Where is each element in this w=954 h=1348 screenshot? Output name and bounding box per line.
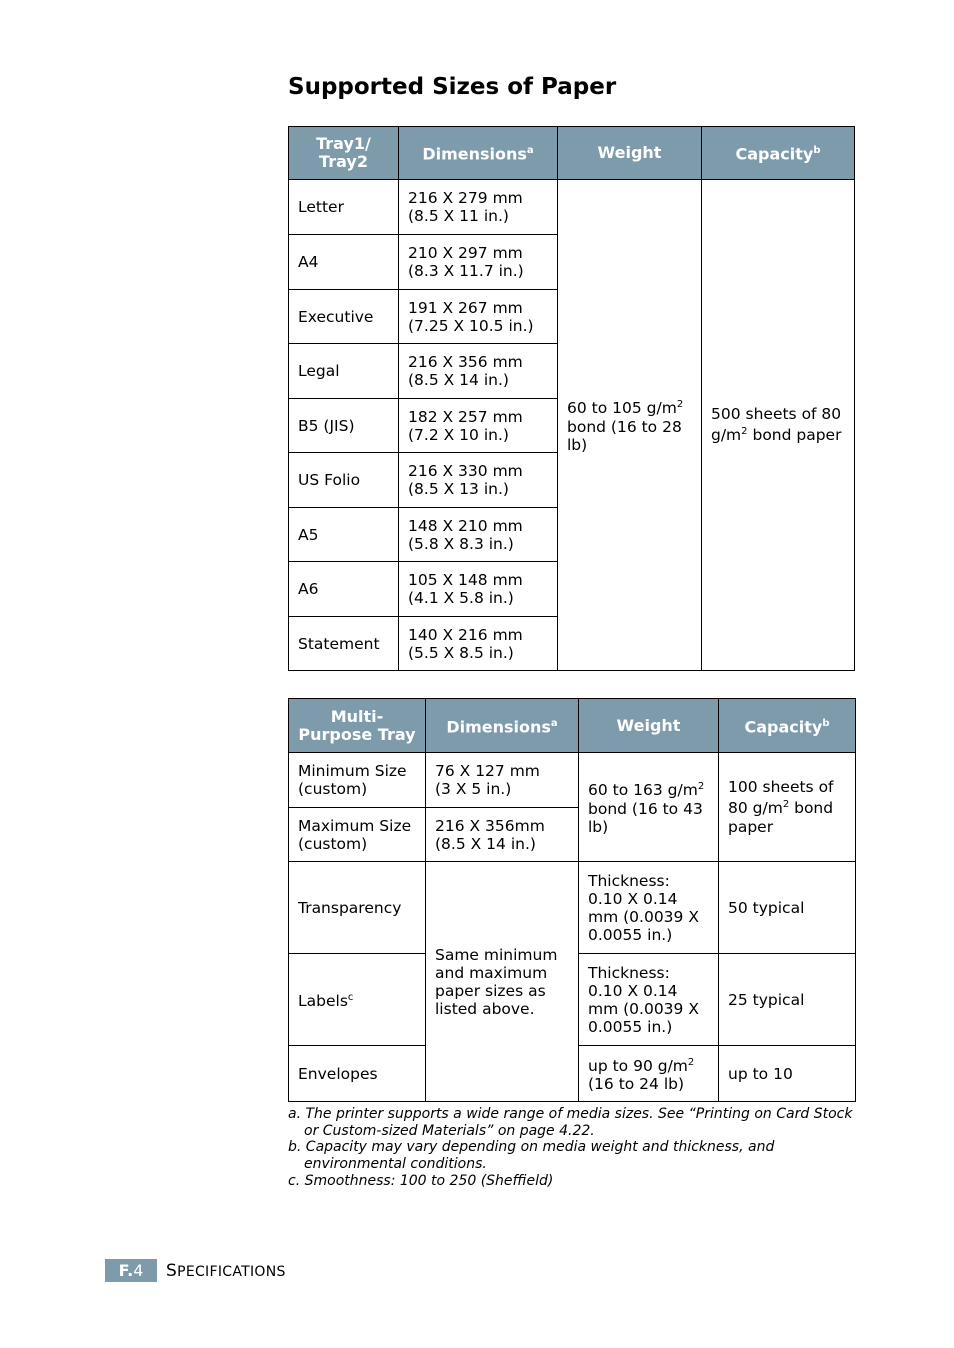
- header-weight: Weight: [579, 699, 719, 753]
- footnote-a: a. The printer supports a wide range of media sizes. See “Printing on Card Stock or Custom-sized Materials” on page 4.22.: [288, 1106, 853, 1139]
- paper-name: Transparency: [289, 862, 426, 954]
- paper-capacity: 50 typical: [719, 862, 856, 954]
- same-dimensions: Same minimum and maximum paper sizes as listed above.: [426, 862, 579, 1102]
- header-weight: Weight: [558, 127, 702, 180]
- table-row: [289, 862, 856, 954]
- table-header-row: [289, 699, 856, 753]
- tray-weight: 60 to 105 $g/m^2$ bond (16 to 28 lb): [558, 180, 702, 671]
- paper-weight: Thickness: 0.10 X 0.14 mm (0.0039 X 0.0055 in.): [579, 862, 719, 954]
- paper-name: Legal: [289, 344, 399, 399]
- paper-name: Envelopes: [289, 1046, 426, 1102]
- page-title: Supported Sizes of Paper: [288, 74, 617, 100]
- paper-dimensions: 76 X 127 mm (3 X 5 in.): [426, 753, 579, 808]
- paper-dimensions: 216 X 279 mm (8.5 X 11 in.): [399, 180, 558, 235]
- paper-dimensions: 216 X 356 mm (8.5 X 14 in.): [399, 344, 558, 399]
- multi-purpose-tray-table: [288, 698, 856, 1102]
- paper-dimensions: 148 X 210 mm (5.8 X 8.3 in.): [399, 508, 558, 562]
- table-row: [289, 753, 856, 808]
- table-row: [289, 180, 855, 235]
- paper-capacity: 25 typical: [719, 954, 856, 1046]
- footnote-c: c. Smoothness: 100 to 250 (Sheffield): [288, 1172, 554, 1189]
- paper-name: Labels$^c$: [289, 954, 426, 1046]
- paper-dimensions: 216 X 356mm (8.5 X 14 in.): [426, 808, 579, 862]
- header-mp-tray: Multi- Purpose Tray: [289, 699, 426, 753]
- paper-name: A4: [289, 235, 399, 290]
- paper-name: A5: [289, 508, 399, 562]
- paper-weight: Thickness: 0.10 X 0.14 mm (0.0039 X 0.0055 in.): [579, 954, 719, 1046]
- paper-dimensions: 105 X 148 mm (4.1 X 5.8 in.): [399, 562, 558, 617]
- header-capacity: Capacity$^b$: [702, 127, 855, 180]
- paper-name: A6: [289, 562, 399, 617]
- paper-dimensions: 216 X 330 mm (8.5 X 13 in.): [399, 453, 558, 508]
- paper-dimensions: 210 X 297 mm (8.3 X 11.7 in.): [399, 235, 558, 290]
- paper-name: Executive: [289, 290, 399, 344]
- size-weight: 60 to 163 $g/m^2$ bond (16 to 43 lb): [579, 753, 719, 862]
- table-header-row: [289, 127, 855, 180]
- paper-dimensions: 182 X 257 mm (7.2 X 10 in.): [399, 399, 558, 453]
- tray-paper-table: [288, 126, 855, 671]
- tray-capacity: 500 sheets of 80 $g/m^2$ bond paper: [702, 180, 855, 671]
- paper-name: Minimum Size (custom): [289, 753, 426, 808]
- header-dimensions: Dimensions$^a$: [399, 127, 558, 180]
- paper-capacity: up to 10: [719, 1046, 856, 1102]
- paper-name: Letter: [289, 180, 399, 235]
- paper-name: Maximum Size (custom): [289, 808, 426, 862]
- size-capacity: 100 sheets of 80 $g/m^2$ bond paper: [719, 753, 856, 862]
- paper-name: Statement: [289, 617, 399, 671]
- paper-name: B5 (JIS): [289, 399, 399, 453]
- header-capacity: Capacity$^b$: [719, 699, 856, 753]
- header-tray: Tray1/ Tray2: [289, 127, 399, 180]
- paper-name: US Folio: [289, 453, 399, 508]
- paper-dimensions: 191 X 267 mm (7.25 X 10.5 in.): [399, 290, 558, 344]
- footnotes: [288, 1106, 868, 1190]
- page-number-badge: F.4: [105, 1259, 157, 1282]
- footnote-b: b. Capacity may vary depending on media weight and thickness, and environmental conditions.: [288, 1139, 775, 1173]
- paper-dimensions: 140 X 216 mm (5.5 X 8.5 in.): [399, 617, 558, 671]
- section-name: SPECIFICATIONS: [166, 1261, 286, 1281]
- header-dimensions: Dimensions$^a$: [426, 699, 579, 753]
- paper-weight: up to 90 $g/m^2$ (16 to 24 lb): [579, 1046, 719, 1102]
